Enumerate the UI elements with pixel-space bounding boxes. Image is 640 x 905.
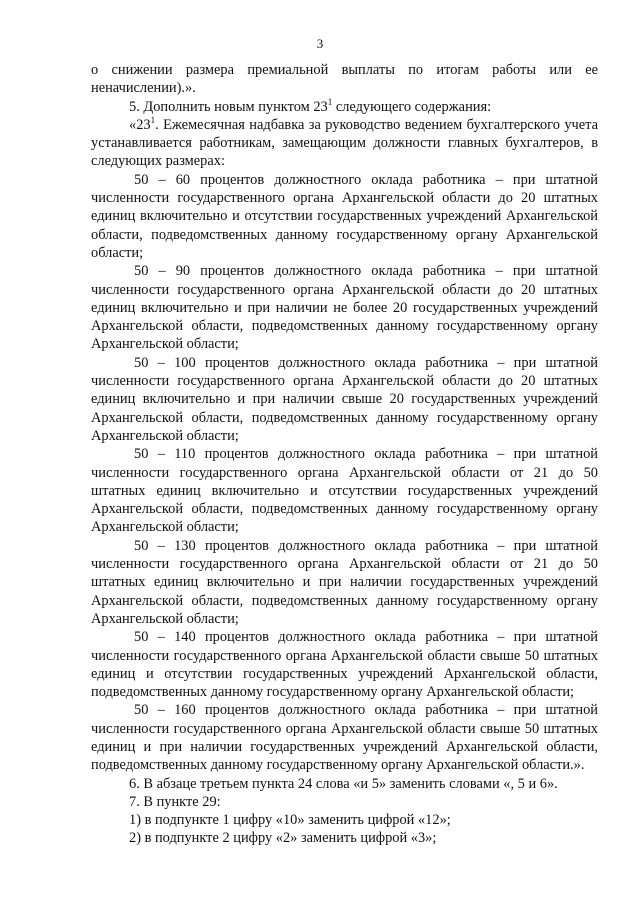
paragraph-rate-50-100: 50 – 100 процентов должностного оклада работника – при штатной численности государственного органа Архангельской области до 20 штатных единиц включительно и при наличии свыше 20 государственных учреждений Архангельской области, подведомственных данному государственному органу Архангельской области; [91,354,598,444]
paragraph-item-7: 7. В пункте 29: [129,793,221,810]
paragraph-rate-50-60: 50 – 60 процентов должностного оклада работника – при штатной численности государственного органа Архангельской области до 20 штатных единиц включительно и отсутствии государственных учреждений Архангельской области, подведомственных данному государственному органу Архангельской области; [91,171,598,261]
item-5-text: 5. Дополнить новым пунктом 23 [129,98,328,115]
item-5-tail: следующего содержания: [332,98,492,115]
paragraph-item-6: 6. В абзаце третьем пункта 24 слова «и 5» заменить словами «, 5 и 6». [129,775,558,792]
paragraph-rate-50-90: 50 – 90 процентов должностного оклада работника – при штатной численности государственного органа Архангельской области до 20 штатных единиц включительно и при наличии не более 20 государственных учреждений Архангельской области, подведомственных данному государственному органу Архангельской области; [91,263,598,353]
document-body [91,61,598,848]
item-23-text: . Ежемесячная надбавка за руководство ведением бухгалтерского учета устанавливается работникам, замещающим должности главных бухгалтеров, в следующих размерах: [91,116,598,170]
item-23-superscript: 1 [150,114,156,125]
paragraph-rate-50-140: 50 – 140 процентов должностного оклада работника – при штатной численности государственного органа Архангельской области свыше 50 штатных единиц и отсутствии государственных учреждений Архангельской области, подведомственных данному государственному органу Архангельской области; [91,629,598,701]
paragraph-rate-50-130: 50 – 130 процентов должностного оклада работника – при штатной численности государственного органа Архангельской области от 21 до 50 штатных единиц включительно и при наличии государственных учреждений Архангельской области, подведомственных данному государственному органу Архангельской области; [91,537,598,627]
paragraph-rate-50-160: 50 – 160 процентов должностного оклада работника – при штатной численности государственного органа Архангельской области свыше 50 штатных единиц и при наличии государственных учреждений Архангельской области, подведомственных данному государственному органу Архангельской области.». [91,702,598,774]
paragraph-item-5 [91,98,598,116]
paragraph-subitem-1: 1) в подпункте 1 цифру «10» заменить цифрой «12»; [129,812,451,829]
page-number: 3 [316,36,324,51]
paragraph-rate-50-110: 50 – 110 процентов должностного оклада работника – при штатной численности государственного органа Архангельской области от 21 до 50 штатных единиц включительно и отсутствии государственных учреждений Архангельской области, подведомственных данному государственному органу Архангельской области; [91,446,598,536]
item-23-prefix: «23 [129,116,151,133]
paragraph-continuation: о снижении размера премиальной выплаты по итогам работы или ее неначислении).». [91,62,598,97]
paragraph-subitem-2: 2) в подпункте 2 цифру «2» заменить цифрой «3»; [129,830,437,847]
paragraph-item-23-1 [91,116,598,171]
item-5-superscript: 1 [327,96,333,107]
